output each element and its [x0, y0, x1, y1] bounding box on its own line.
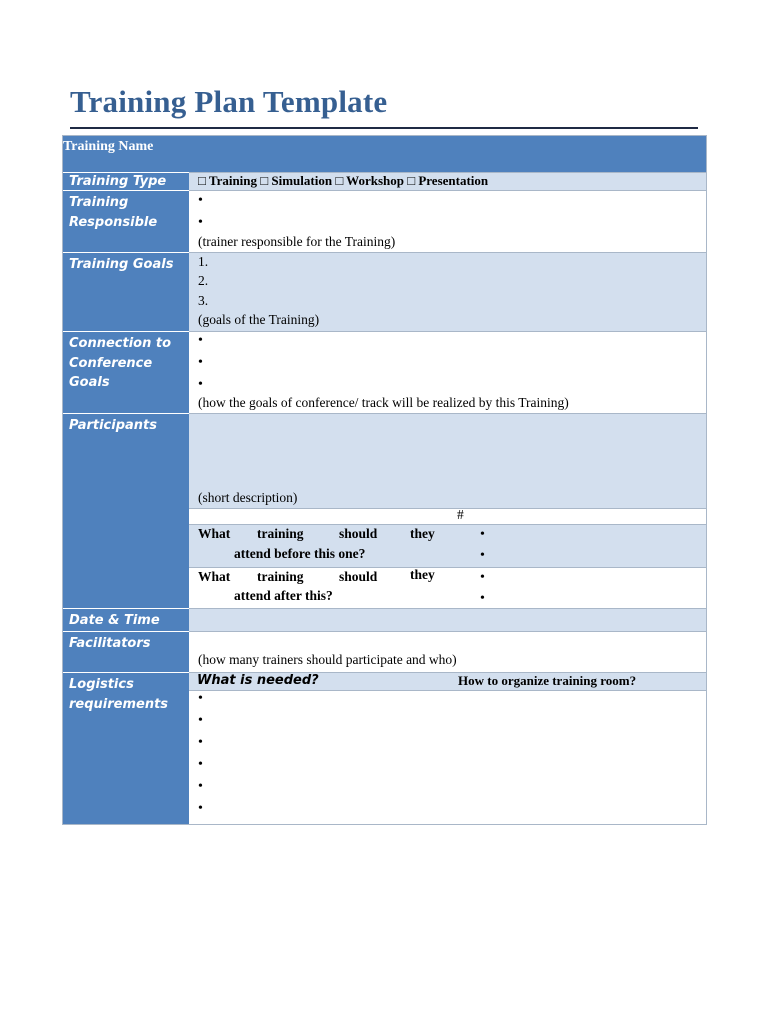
training-name-label: Training Name	[63, 139, 154, 154]
training-responsible-cell[interactable]	[189, 190, 706, 252]
bullet	[198, 691, 203, 707]
row-label-logistics: Logistics requirements	[63, 672, 189, 824]
bullet	[198, 193, 203, 209]
training-type-cell[interactable]	[189, 172, 706, 190]
before-word: training	[257, 526, 304, 541]
bullet	[198, 713, 203, 729]
bullet	[480, 527, 485, 543]
participants-description-cell[interactable]	[189, 413, 706, 508]
row-label-training-goals: Training Goals	[63, 252, 189, 331]
bullet	[198, 801, 203, 817]
bullet	[198, 215, 203, 231]
training-name-header	[63, 136, 706, 172]
participants-hint: (short description)	[198, 490, 298, 505]
after-word: What	[198, 569, 231, 584]
date-time-cell[interactable]	[189, 608, 706, 631]
after-word: training	[257, 569, 304, 584]
bullet	[198, 735, 203, 751]
row-label-facilitators: Facilitators	[63, 631, 189, 672]
before-word: should	[339, 526, 378, 541]
goal-number: 1.	[198, 254, 209, 269]
before-word: attend before this one?	[234, 546, 366, 561]
after-word: attend after this?	[234, 588, 333, 603]
count-symbol: #	[457, 507, 464, 522]
bullet	[480, 570, 485, 586]
bullet	[198, 355, 203, 371]
bullet	[198, 377, 203, 393]
connection-hint: (how the goals of conference/ track will be realized by this Training)	[198, 395, 569, 410]
bullet	[198, 333, 203, 349]
bullet	[480, 548, 485, 564]
organize-room-label: How to organize training room?	[458, 673, 637, 688]
logistics-header-cell	[189, 672, 706, 690]
facilitators-hint: (how many trainers should participate and who)	[198, 652, 457, 667]
row-label-training-responsible: Training Responsible	[63, 190, 189, 252]
training-type-options: □ Training □ Simulation □ Workshop □ Presentation	[198, 173, 489, 188]
attend-after-cell[interactable]	[189, 567, 706, 608]
row-label-participants: Participants	[63, 413, 189, 608]
row-label-training-type: Training Type	[63, 172, 189, 190]
before-word: What	[198, 526, 231, 541]
logistics-items-cell[interactable]	[189, 690, 706, 824]
training-plan-table	[62, 135, 707, 825]
facilitators-cell[interactable]	[189, 631, 706, 672]
row-label-connection-goals: Connection to Conference Goals	[63, 331, 189, 413]
document-title: Training Plan Template	[70, 84, 388, 119]
training-goals-cell[interactable]	[189, 252, 706, 331]
before-word: they	[410, 526, 435, 541]
participants-count-cell[interactable]	[189, 508, 706, 524]
bullet	[198, 757, 203, 773]
after-word: should	[339, 569, 378, 584]
title-underline	[70, 127, 698, 129]
bullet	[198, 779, 203, 795]
attend-before-cell[interactable]	[189, 524, 706, 567]
connection-goals-cell[interactable]	[189, 331, 706, 413]
goals-hint: (goals of the Training)	[198, 312, 320, 327]
goal-number: 3.	[198, 293, 209, 308]
responsible-hint: (trainer responsible for the Training)	[198, 234, 396, 249]
row-label-date-time: Date & Time	[63, 608, 189, 631]
bullet	[480, 591, 485, 607]
what-is-needed-label: What is needed?	[197, 673, 319, 688]
goal-number: 2.	[198, 273, 209, 288]
after-word: they	[410, 567, 435, 582]
